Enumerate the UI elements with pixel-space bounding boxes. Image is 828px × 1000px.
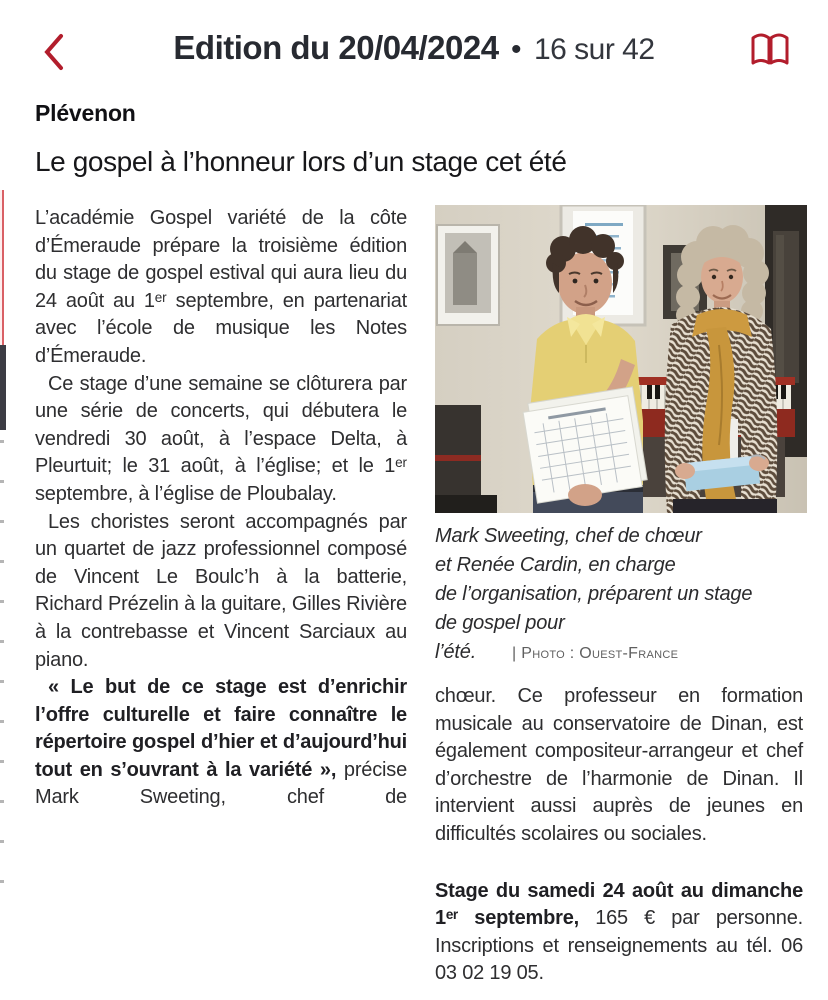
photo-credit: | Photo : Ouest-France bbox=[512, 645, 679, 662]
open-book-button[interactable] bbox=[744, 24, 796, 78]
article-right-column bbox=[435, 205, 803, 988]
article-title: Le gospel à l’honneur lors d’un stage cet été bbox=[35, 146, 567, 177]
article-paragraph-quote bbox=[35, 674, 407, 812]
adjacent-page-edge bbox=[0, 0, 8, 1000]
caption-line: Mark Sweeting, chef de chœur bbox=[435, 525, 702, 547]
chevron-left-icon bbox=[39, 30, 69, 74]
title-separator-dot: • bbox=[511, 33, 522, 66]
practical-info-dates: Stage du samedi 24 août au dimanche 1ᵉʳ septembre, bbox=[435, 879, 803, 930]
caption-line: de l’organisation, préparent un stage bbox=[435, 583, 753, 605]
photo-caption bbox=[435, 522, 803, 668]
caption-line: et Renée Cardin, en charge bbox=[435, 554, 676, 576]
edition-title: Edition du 20/04/2024 bbox=[173, 29, 499, 66]
article-left-column bbox=[35, 205, 407, 812]
article-photo bbox=[435, 205, 807, 513]
open-book-icon bbox=[748, 31, 792, 71]
article-paragraph: Les choristes seront accompagnés par un quartet de jazz professionnel composé de Vincent Le Boulc’h à la batterie, Richard Prézelin à la guitare, Gilles Rivière à la contrebasse et Vincent Sarciaux au piano. bbox=[35, 510, 407, 671]
quote-text: « Le but de ce stage est d’enrichir l’offre culturelle et faire connaître le répertoire gospel d’hier et d’aujourd’hui tout en s’ouvrant à la variété », bbox=[35, 676, 407, 781]
article-photo-illustration bbox=[435, 205, 807, 513]
article-paragraph: chœur. Ce professeur en formation musicale au conservatoire de Dinan, est également compositeur-arrangeur et chef d’orchestre de l’harmonie de Dinan. Il intervient aussi auprès de jeunes en difficultés scolaires ou sociales. bbox=[435, 685, 803, 845]
adjacent-page-red-strip bbox=[0, 190, 4, 345]
article-paragraph: L’académie Gospel variété de la côte d’Émeraude prépare la troisième édition du stage de gospel estival qui aura lieu du 24 août au 1ᵉʳ septembre, en partenariat avec l’école de musique les Notes d’Émeraude. bbox=[35, 207, 407, 367]
quote-attribution: précise Mark Sweeting, chef de bbox=[35, 758, 407, 809]
caption-last-line bbox=[435, 609, 803, 668]
adjacent-page-photo-strip bbox=[0, 345, 6, 430]
back-button[interactable] bbox=[30, 26, 78, 78]
reader-header bbox=[0, 0, 828, 96]
caption-line: de gospel pour l’été. bbox=[435, 612, 565, 663]
article-paragraph: Ce stage d’une semaine se clôturera par une série de concerts, qui débutera le vendredi 30 août, à l’espace Delta, à Pleurtuit; le 31 août, à l’église; et le 1ᵉʳ septembre, à l’église de Ploubalay. bbox=[35, 372, 407, 505]
commune-label: Plévenon bbox=[35, 100, 136, 126]
adjacent-page-text-strip bbox=[0, 440, 4, 910]
page-indicator: 16 sur 42 bbox=[533, 33, 655, 66]
practical-info-paragraph bbox=[435, 878, 803, 988]
header-title-group bbox=[0, 29, 828, 67]
practical-info-details: 165 € par personne. Inscriptions et renseignements au tél. 06 03 02 19 05. bbox=[435, 907, 803, 985]
